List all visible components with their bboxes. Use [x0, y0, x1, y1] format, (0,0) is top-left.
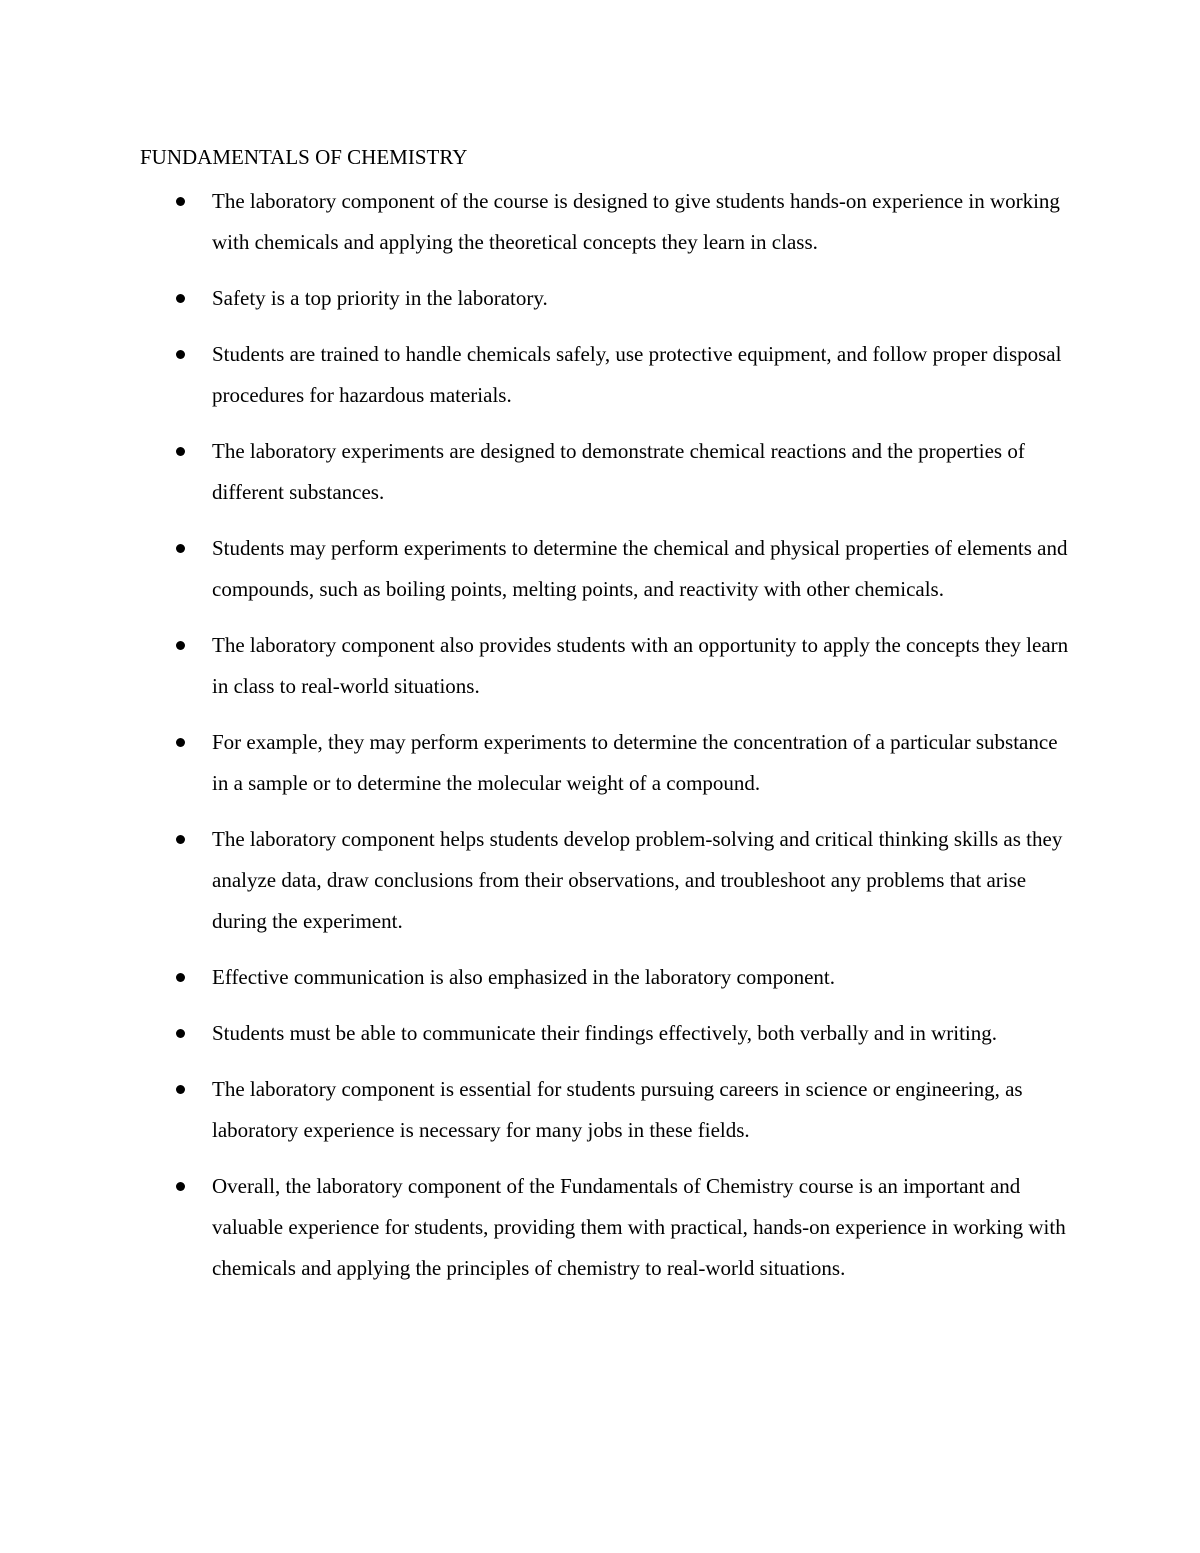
bullet-icon [176, 544, 185, 553]
list-item [140, 1069, 1070, 1151]
document-title: FUNDAMENTALS OF CHEMISTRY [140, 145, 468, 169]
bullet-icon [176, 1029, 185, 1038]
bullet-icon [176, 447, 185, 456]
list-item-text: The laboratory component also provides students with an opportunity to apply the concepts they learn in class to real-world situations. [212, 633, 1069, 698]
list-item-text: For example, they may perform experiments to determine the concentration of a particular substance in a sample or to determine the molecular weight of a compound. [212, 730, 1058, 795]
list-item-text: Students may perform experiments to determine the chemical and physical properties of elements and compounds, such as boiling points, melting points, and reactivity with other chemicals. [212, 536, 1068, 601]
list-item-text: The laboratory component is essential for students pursuing careers in science or engineering, as laboratory experience is necessary for many jobs in these fields. [212, 1077, 1023, 1142]
list-item [140, 278, 1070, 319]
list-item [140, 528, 1070, 610]
list-item-text: The laboratory component helps students develop problem-solving and critical thinking skills as they analyze data, draw conclusions from their observations, and troubleshoot any problems that arise during the experiment. [212, 827, 1063, 933]
list-item-text: Safety is a top priority in the laboratory. [212, 286, 548, 310]
list-item-text: The laboratory component of the course is designed to give students hands-on experience in working with chemicals and applying the theoretical concepts they learn in class. [212, 189, 1060, 254]
list-item [140, 334, 1070, 416]
list-item-text: Students are trained to handle chemicals safely, use protective equipment, and follow proper disposal procedures for hazardous materials. [212, 342, 1062, 407]
list-item [140, 431, 1070, 513]
bullet-icon [176, 197, 185, 206]
bullet-list [140, 181, 1070, 1304]
list-item [140, 957, 1070, 998]
bullet-icon [176, 1085, 185, 1094]
list-item-text: Effective communication is also emphasized in the laboratory component. [212, 965, 836, 989]
list-item-text: Overall, the laboratory component of the Fundamentals of Chemistry course is an important and valuable experience for students, providing them with practical, hands-on experience in working with chemicals and applying the principles of chemistry to real-world situations. [212, 1174, 1066, 1280]
list-item-text: Students must be able to communicate their findings effectively, both verbally and in writing. [212, 1021, 997, 1045]
list-item [140, 1166, 1070, 1289]
list-item [140, 181, 1070, 263]
list-item [140, 819, 1070, 942]
bullet-icon [176, 294, 185, 303]
bullet-icon [176, 835, 185, 844]
list-item-text: The laboratory experiments are designed to demonstrate chemical reactions and the properties of different substances. [212, 439, 1025, 504]
bullet-icon [176, 973, 185, 982]
bullet-icon [176, 350, 185, 359]
list-item [140, 625, 1070, 707]
list-item [140, 722, 1070, 804]
bullet-icon [176, 1182, 185, 1191]
bullet-icon [176, 641, 185, 650]
list-item [140, 1013, 1070, 1054]
bullet-icon [176, 738, 185, 747]
